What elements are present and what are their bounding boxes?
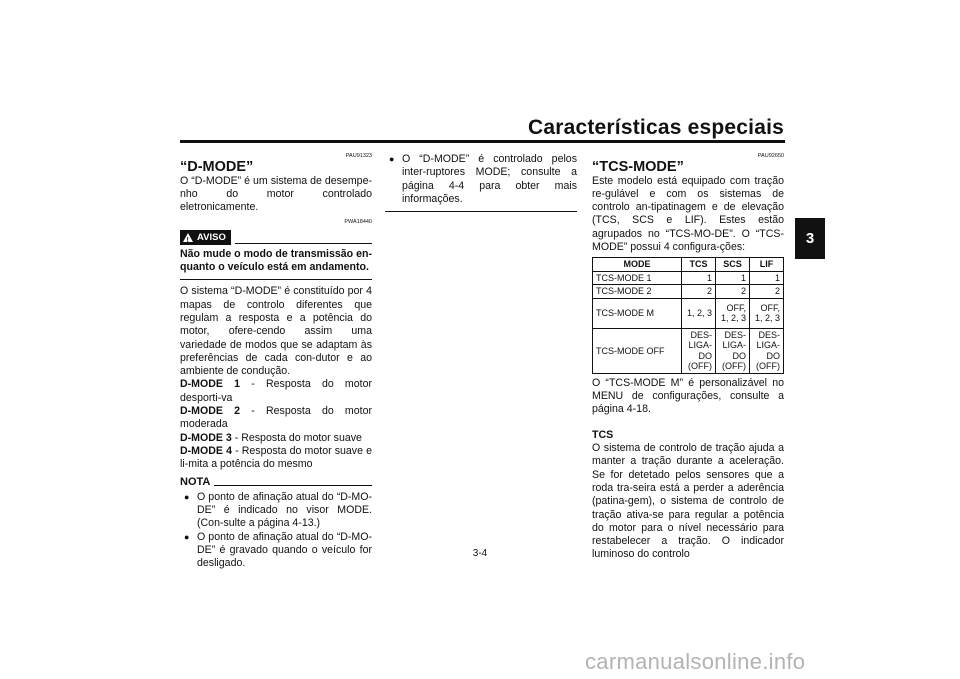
mode-list xyxy=(180,378,372,471)
mode-name: D-MODE 2 xyxy=(180,405,241,418)
table-cell: DES-LIGA-DO (OFF) xyxy=(682,328,716,373)
d-mode-body: O sistema “D-MODE” é constituído por 4 mapas de controlo diferentes que regulam a resposta e a potência do motor, ofere-cendo assim uma variedade de modos que se adaptam às preferências de cada con-dutor e ao ambiente de condução. xyxy=(180,285,372,378)
column-continuation xyxy=(385,153,577,212)
mode-item xyxy=(180,405,372,432)
nota-item: ● O ponto de afinação atual do “D-MO-DE” é gravado quando o veículo for desligado. xyxy=(180,531,372,571)
warning-code: PWA18440 xyxy=(344,219,372,226)
table-cell: OFF, 1, 2, 3 xyxy=(716,298,750,328)
mode-name: D-MODE 3 xyxy=(180,431,232,444)
section-code: PAU92650 xyxy=(757,153,784,159)
tcs-mode-m-note: O “TCS-MODE M” é personalizável no MENU de configurações, consulte a página 4-18. xyxy=(592,376,784,416)
tcs-mode-table xyxy=(592,257,784,374)
tcs-heading: TCS xyxy=(592,428,614,441)
mode-desc: - Resposta do motor suave e li-mita a potência do mesmo xyxy=(180,444,373,471)
table-cell: TCS-MODE OFF xyxy=(593,328,682,373)
warning-end-rule xyxy=(180,279,372,280)
column-d-mode xyxy=(180,150,372,571)
table-header-cell: SCS xyxy=(716,258,750,272)
nota-end-rule xyxy=(385,211,577,212)
table-row xyxy=(593,285,784,299)
nota-header xyxy=(180,476,372,489)
chapter-tab: 3 xyxy=(795,218,825,259)
nota-rule xyxy=(214,485,372,486)
section-title-d-mode: “D-MODE” xyxy=(180,159,254,176)
table-cell: DES-LIGA-DO (OFF) xyxy=(716,328,750,373)
mode-name: D-MODE 4 xyxy=(180,444,232,457)
table-cell: 1 xyxy=(682,271,716,285)
table-cell: 1 xyxy=(750,271,784,285)
nota-label: NOTA xyxy=(180,475,211,488)
table-cell: TCS-MODE 1 xyxy=(593,271,682,285)
table-header-row xyxy=(593,258,784,272)
table-header-cell: LIF xyxy=(750,258,784,272)
table-cell: OFF, 1, 2, 3 xyxy=(750,298,784,328)
warning-label: AVISO xyxy=(197,231,226,243)
mode-item xyxy=(180,432,372,445)
d-mode-intro: O “D-MODE” é um sistema de desempe-nho do motor controlado eletronicamente. xyxy=(180,174,372,214)
warning-rule xyxy=(235,243,372,244)
mode-name: D-MODE 1 xyxy=(180,378,241,391)
header-rule xyxy=(180,140,785,143)
table-cell: TCS-MODE M xyxy=(593,298,682,328)
table-row xyxy=(593,328,784,373)
mode-item xyxy=(180,445,372,472)
table-cell: 2 xyxy=(750,285,784,299)
watermark: carmanualsonline.info xyxy=(585,649,806,674)
table-cell: 1, 2, 3 xyxy=(682,298,716,328)
mode-item xyxy=(180,378,372,405)
mode-desc: - Resposta do motor suave xyxy=(231,431,362,444)
table-cell: 1 xyxy=(716,271,750,285)
page-header-title: Características especiais xyxy=(527,116,784,139)
tcs-text: O sistema de controlo de tração ajuda a manter a tração durante a aceleração. Se for detetado pelos sensores que a roda tra-seira está a perder a aderência (patina-gem), o sistema de controlo de tração ativa-se para regular a potência do motor para o nível necessário para restabelecer a tração. O indicador luminoso do controlo xyxy=(592,442,784,561)
nota-item: ● O “D-MODE” é controlado pelos inter-ruptores MODE; consulte a página 4-4 para obter mais informações. xyxy=(385,153,577,206)
nota-item: ● O ponto de afinação atual do “D-MO-DE” é indicado no visor MODE. (Con-sulte a página 4-13.) xyxy=(180,491,372,531)
mode-desc: - Resposta do motor moderada xyxy=(180,405,373,431)
section-code: PAU91323 xyxy=(345,153,372,159)
page-number: 3-4 xyxy=(472,548,488,559)
section-title-tcs-mode: “TCS-MODE” xyxy=(592,159,684,176)
table-cell: 2 xyxy=(716,285,750,299)
table-cell: DES-LIGA-DO (OFF) xyxy=(750,328,784,373)
mode-desc: - Resposta do motor desporti-va xyxy=(180,378,373,404)
table-row xyxy=(593,298,784,328)
warning-text: Não mude o modo de transmissão en-quanto o veículo está em andamento. xyxy=(180,247,372,274)
table-header-cell: TCS xyxy=(682,258,716,272)
table-header-cell: MODE xyxy=(593,258,682,272)
table-cell: TCS-MODE 2 xyxy=(593,285,682,299)
warning-badge xyxy=(180,230,231,245)
warning-header xyxy=(180,230,372,245)
table-cell: 2 xyxy=(682,285,716,299)
column-tcs-mode xyxy=(592,150,784,562)
nota-continuation-list xyxy=(385,153,577,206)
table-row xyxy=(593,271,784,285)
warning-icon: ! xyxy=(183,233,193,242)
tcs-mode-intro: Este modelo está equipado com tração re-gulável e com os sistemas de controlo an-tipatinagem e de elevação (TCS, SCS e LIF). Estes estão agrupados no “TCS-MO-DE”. O “TCS-MODE” possui 4 configura-ções: xyxy=(592,174,784,254)
